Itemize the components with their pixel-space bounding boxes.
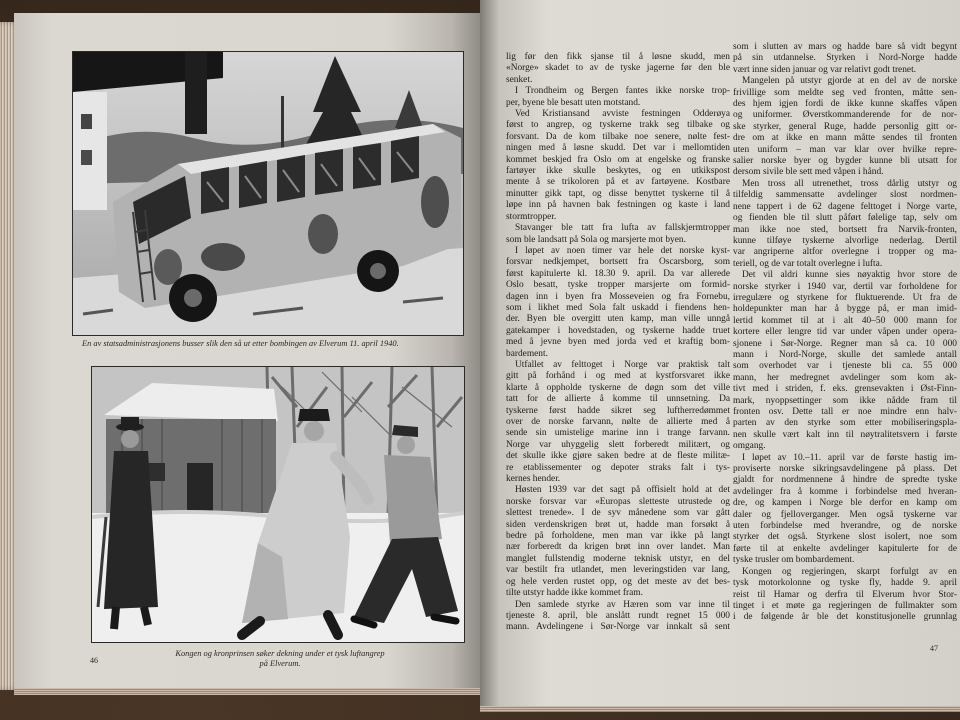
burn-mark — [421, 176, 449, 228]
text-line: sende sin umistelige marine inn i trange farvann. — [506, 428, 730, 439]
text-line: lig før den fikk sjanse til å løsne skudd, men — [506, 52, 730, 62]
text-line: stormtropper. — [506, 211, 557, 222]
cap — [392, 425, 418, 437]
text-line: det skulle ikke gjøre saken bedre at de fleste militæ- — [506, 451, 730, 462]
text-line: Høsten 1939 var det sagt på offisielt hold at det — [515, 485, 730, 496]
paragraph — [506, 246, 730, 360]
text-line: daler og fjelloverganger. Men også tyskerne var — [733, 509, 957, 520]
text-line: teriell, og de var totalt overlegne i lufta. — [733, 258, 883, 269]
text-line: tyskerne først hadde sikret seg luftherredømmet — [506, 405, 730, 416]
text-line: I Trondheim og Bergen fantes ikke norske trop- — [515, 86, 730, 97]
text-line: tivt med i striden, f. eks. grensevakten i Øst-Finn- — [733, 384, 957, 395]
text-line: og uniformer. Øverstkommanderende for de nor- — [733, 110, 957, 121]
text-line: tatt for de allierte å komme til unnsetning. Da — [506, 394, 730, 405]
burned-bus-illustration — [73, 52, 463, 335]
text-line: man ikke noe sted, bortsett fra Narvik-fronten, — [733, 224, 957, 235]
text-line: Utfallet av felttoget i Norge var praktisk talt — [515, 359, 730, 370]
text-line: bardement. — [506, 348, 548, 359]
paragraph — [733, 179, 957, 270]
burned-bus-photo — [73, 52, 463, 335]
text-line: vært inne siden januar og var relativt godt trenet. — [733, 64, 917, 75]
paragraph — [733, 453, 957, 567]
text-line: Den samlede styrke av Hæren som var inne til — [515, 599, 730, 610]
text-line: mann. Avdelingene i Sør-Norge var innkalt så sent — [506, 622, 730, 633]
text-line: styrker det også. Styrkene slost isolert, noe som — [733, 532, 957, 543]
text-line: var bestilt fra utlandet, men leveringstiden var lang, — [506, 565, 730, 576]
wheel-hub — [370, 263, 386, 279]
text-line: Oslo besatt, tyske tropper marsjerte om formid- — [506, 280, 730, 291]
text-line: Ved Kristiansand avviste festningen Odderøya — [515, 109, 730, 120]
text-line: reist til Hamar og derfra til Elverum hvor Stor- — [733, 589, 957, 600]
text-line: slettest trenede». I de syv månedene som var gått — [506, 508, 730, 519]
text-line: dre, og kampen i Norge ble derfor en kamp om — [733, 498, 957, 509]
paragraph — [506, 485, 730, 599]
text-line: ske styrker, general Ruge, hadde personlig gitt or- — [733, 121, 957, 132]
text-line: tinget i et møte ga regjeringen de fullmakter som — [733, 600, 957, 611]
text-line: Mangelen på utstyr gjorde at en del av de norske — [742, 76, 957, 87]
text-line: proviserte norske sikringsavdelingene på plass. Det — [733, 464, 957, 475]
text-line: siden verdenskrigen brøt ut, hadde man forsøkt å — [506, 519, 730, 530]
house-window — [81, 114, 92, 129]
text-line: gjaldt for nordmennene å hindre de spredte tyske — [733, 475, 957, 486]
text-line: mann, her medregnet avdelinger som kom ak- — [733, 372, 957, 383]
paragraph — [506, 223, 730, 246]
text-line: fartøyer ikke skulle beskytes, og en utkikspost — [506, 166, 730, 177]
text-line: tyske trusler om bombardement. — [733, 555, 855, 566]
text-line: «Norge» skadet to av de tyske jagerne før den ble — [506, 63, 730, 74]
head — [121, 430, 139, 448]
text-line: klarte å oppholde tyskerne de døgn som det ville — [506, 382, 730, 393]
text-line: førte til at enkelte avdelinger kapitulerte for de — [733, 543, 957, 554]
text-line: Norge var uhyggelig slett forberedt militært, og — [506, 439, 730, 450]
text-line: tilfeldig sammensatte avdelinger slost nordmen- — [733, 190, 957, 201]
text-line: lertid kommet til at i alt 40–50 000 mann for — [733, 315, 957, 326]
text-line: og hele verden rustet opp, og det meste av det bes- — [506, 576, 730, 587]
paragraph — [506, 109, 730, 223]
head — [397, 436, 415, 454]
text-line: I løpet av noen timer var hele det norske kyst- — [515, 245, 730, 256]
right-page-stack-bottom — [480, 706, 960, 712]
wheel-hub — [184, 289, 202, 307]
text-line: fronten osv. Dette tall er noe mindre enn halv- — [733, 407, 957, 417]
bus-photo-caption: En av statsadministrasjonens busser slik den så ut etter bombingen av Elverum 11. april 1940. — [82, 339, 399, 348]
paragraph — [506, 52, 730, 86]
text-line: Det vil aldri kunne sies nøyaktig hvor store de — [742, 270, 957, 281]
text-column-left — [506, 52, 730, 634]
text-line: og fienden ble til slutt påført følelige tap, selv om — [733, 213, 957, 224]
text-line: re etablissementer og depoter straks falt i tys- — [506, 462, 730, 473]
text-line: som ble landsatt på Sola og marsjerte mot byen. — [506, 234, 686, 245]
text-line: frivillige som meldte seg ved fronten, måtte sen- — [733, 87, 957, 98]
text-line: var angriperne altfor overlegne i tropper og ma- — [733, 247, 957, 258]
text-line: uten uniform – man var klar over hvilke repre- — [733, 144, 957, 155]
text-line: mark, nyoppsettinger som ikke nådde fram til — [733, 395, 957, 406]
text-line: først kapitulerte kl. 18.30 9. april. Da var allerede — [506, 268, 730, 279]
king-photo-caption: Kongen og kronprinsen søker dekning under et tysk luftangrep på Elverum. — [175, 649, 385, 668]
text-line: som overhodet var i tjeneste bli ca. 55 000 — [733, 361, 957, 372]
text-line: Men tross all utrenethet, tross dårlig utstyr og — [742, 178, 957, 189]
roof-pillar — [185, 52, 207, 134]
text-line: Stavanger ble tatt fra lufta av fallskjermtropper — [515, 223, 730, 234]
text-line: sjonene i Sør-Norge. Regner man så ca. 10 000 — [733, 338, 957, 349]
text-line: løpe inn på havnen bak festningen og kaste i land — [506, 200, 730, 211]
text-line: tjeneste 8. april, ble anslått rundt regnet 15 000 — [506, 610, 730, 621]
burn-mark — [308, 214, 338, 254]
text-line: på sin utdannelse. Styrken i Nord-Norge hadde — [733, 53, 957, 64]
text-line: kommet beskjed fra Oslo om at engelske og franske — [506, 154, 730, 165]
text-line: som i likhet med Sola falt uskadd i fiendens hen- — [506, 302, 730, 313]
text-line: des hjem igjen fordi de ikke kunne skaffes våpen — [733, 99, 957, 110]
paragraph — [506, 86, 730, 109]
text-line: ningen med å løsne skudd. Det var i mellomtiden — [506, 143, 730, 154]
head — [304, 421, 324, 441]
text-line: der. Byen ble overgitt uten kamp, man ville unngå — [506, 314, 730, 325]
text-line: forsvar nedkjempet, bortsett fra Oscarsborg, som — [506, 257, 730, 268]
text-line: dre om at ikke en mann måtte sendes til fronten — [733, 133, 957, 144]
page-number-left: 46 — [90, 656, 98, 665]
text-line: salier norske byer og bygder kunne bli utsatt for — [733, 156, 957, 167]
text-line: avdelinger fra å komme i forbindelse med hveran- — [733, 486, 957, 497]
text-line: nær forberedt da krigen brøt inn over landet. Man — [506, 542, 730, 553]
text-line: norske styrker i 1940 var, dertil var forholdene for — [733, 281, 957, 292]
paragraph — [733, 270, 957, 453]
text-line: per, byene ble besatt uten motstand. — [506, 97, 641, 108]
text-line: nen skulle vært kalt inn til nøytralitetsvern i første — [733, 429, 957, 440]
king-crown-prince-illustration — [92, 367, 464, 642]
officer-cap — [298, 409, 330, 421]
text-line: Kongen og regjeringen, skarpt forfulgt av en — [742, 566, 957, 577]
text-line: uten forbindelse med hverandre, og de norske — [733, 521, 957, 532]
text-line: kunne tilføye tyskerne alvorlige nederlag. Dertil — [733, 235, 957, 246]
text-line: gatekamper i hovedstaden, og tyskerne hadde truet — [506, 325, 730, 336]
text-line: holdepunkter man har å bygge på, er man imid- — [733, 304, 957, 315]
text-line: kortere eller lengre tid var under våpen under opera- — [733, 327, 957, 338]
text-line: med å jevne byen med jorda ved et kraftig bom- — [506, 337, 730, 348]
barn-door — [187, 463, 213, 511]
text-line: dagen inn i byen fra Mosseveien og fra Fornebu, — [506, 291, 730, 302]
text-line: dersom sivile ble sett med våpen i hånd. — [733, 167, 884, 178]
text-line: manglet fullstendig moderne teknisk utstyr, en del — [506, 553, 730, 564]
king-crown-prince-photo — [92, 367, 464, 642]
text-line: norske forsvar var «Europas sletteste utrustede og — [506, 496, 730, 507]
text-column-right — [733, 42, 957, 624]
house — [73, 92, 107, 210]
text-line: senket. — [506, 74, 533, 85]
paragraph — [733, 76, 957, 179]
paragraph — [506, 600, 730, 634]
burn-mark — [201, 243, 245, 271]
text-line: først to angrep, og tyskerne trakk seg tilbake og — [506, 120, 730, 131]
text-line: mann i Nord-Norge, skulle det samlede antall — [733, 349, 957, 360]
text-line: i de følgende år ble det konstitusjonelle grunnlag — [733, 612, 957, 623]
paragraph — [506, 360, 730, 485]
text-line: tysk motorkolonne og tyske fly, hadde 9. april — [733, 578, 957, 589]
house-window — [81, 150, 92, 165]
text-line: tilte utstyr hadde ikke kommet fram. — [506, 588, 643, 599]
paragraph — [733, 42, 957, 76]
text-line: I løpet av 10.–11. april var de første hastig im- — [742, 452, 957, 463]
text-line: nene tappert i de 62 dagene felttoget i Norge varte, — [733, 201, 957, 212]
text-line: irregulære og styrkene for fluktuerende. Ut fra de — [733, 292, 957, 303]
text-line: gitt på forhånd i og med at kystforsvaret ikke — [506, 371, 730, 382]
text-line: mente å se trikoloren på et av fartøyene. Kostbare — [506, 177, 730, 188]
text-line: som i slutten av mars og hadde bare så vidt begynt — [733, 42, 957, 52]
page-number-right: 47 — [930, 644, 938, 653]
text-line: forsvant. Da de kom tilbake noe senere, nølte fest- — [506, 131, 730, 142]
text-line: minutter gikk tapt, og disse benyttet tyskerne til å — [506, 188, 730, 199]
text-line: over de norske farvann, nølte de allierte med å — [506, 417, 730, 427]
paragraph — [733, 567, 957, 624]
text-line: parten av den styrke som etter mobiliseringspla- — [733, 418, 957, 429]
text-line: kernes hender. — [506, 474, 561, 485]
hat — [121, 417, 139, 427]
text-line: omgang. — [733, 441, 766, 452]
text-line: bedre på forholdene, men man var ikke på langt — [506, 531, 730, 542]
